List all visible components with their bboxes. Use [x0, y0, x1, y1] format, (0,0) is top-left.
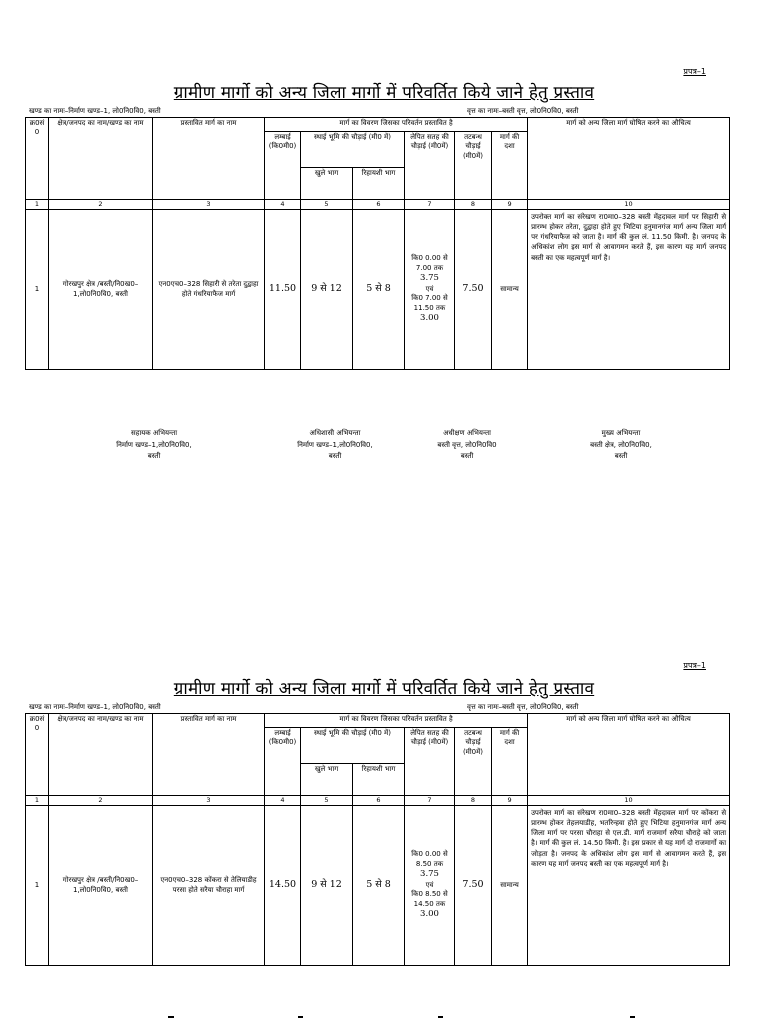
cell-condition: सामान्य [492, 806, 528, 966]
circle-name: वृत्त का नामः–बस्ती वृत्त, लो0नि0वि0, बस्ती [467, 703, 579, 711]
form-tag: प्रपत्र–1 [683, 661, 706, 670]
cell-length: 14.50 [265, 806, 301, 966]
header-condition: मार्ग की दशा [492, 728, 528, 796]
header-road: प्रस्तावित मार्ग का नाम [153, 714, 265, 796]
col-number: 4 [265, 200, 301, 210]
paved-segment-1: कि0 0.00 से 8.50 तक [411, 850, 448, 868]
header-open-part: खुले भाग [301, 168, 353, 200]
cell-open: 9 से 12 [301, 210, 353, 370]
table-row [26, 210, 730, 370]
paved-width-1: 3.75 [420, 869, 439, 880]
header-length: लम्बाई (कि0मी0) [265, 132, 301, 200]
division-name: खण्ड का नामः–निर्माण खण्ड–1, लो0नि0वि0, बस्ती [29, 107, 161, 115]
col-number: 6 [353, 200, 405, 210]
col-number: 9 [492, 200, 528, 210]
paved-segment-2: कि0 7.00 से 11.50 तक [411, 294, 448, 312]
cell-justification: उपरोक्त मार्ग का संरेखण रा0मा0–328 बस्ती मेंहदावल मार्ग पर कोंकरा से प्रारम्भ होकर तेहलयाडीह, भतरिन्हवा होते हुए भिटिया हनुमानगंज मार्ग अन्य जिला मार्ग पर परसा चौराहा से एल.डी. मार्ग राजमार्ग सरैया चौराहे को जाता है। मार्ग की कुल लं. 14.50 किमी. है। इस प्रकार से यह मार्ग दो राजमार्गो का जोड़ता है। जनपद के अधिकांश लोग इस मार्ग से आवागमन करते हैं, इस कारण यह मार्ग जनपद बस्ती का एक महत्वपूर्ण मार्ग है। [528, 806, 730, 966]
circle-name: वृत्त का नामः–बस्ती वृत्त, लो0नि0वि0, बस्ती [467, 107, 579, 115]
col-number: 8 [455, 200, 492, 210]
signature-assistant-engineer [79, 428, 229, 463]
header-embank-width: तटबन्ध चौड़ाई (मी0में) [455, 728, 492, 796]
col-number: 10 [528, 200, 730, 210]
col-number: 3 [153, 200, 265, 210]
signature-title: सहायक अभियन्ता [130, 429, 178, 437]
paved-width-2: 3.00 [420, 909, 439, 920]
signature-superintending-engineer [392, 428, 542, 463]
cell-open: 9 से 12 [301, 806, 353, 966]
col-number: 3 [153, 796, 265, 806]
cell-road: एन0एच0–328 कोंकरा से तेलियाडीह परसा होते सरैया चौराहा मार्ग [153, 806, 265, 966]
proposal-table [25, 117, 730, 370]
signature-place: बस्ती [328, 452, 342, 461]
col-number: 9 [492, 796, 528, 806]
column-number-row [26, 796, 730, 806]
signature-place: बस्ती [614, 452, 628, 461]
col-number: 4 [265, 796, 301, 806]
paved-width-2: 3.00 [420, 313, 439, 324]
paved-and: एवं [425, 284, 434, 293]
signature-place: बस्ती [147, 452, 161, 461]
cell-area: गोरखपुर क्षेत्र /बस्ती/नि0ख0–1,लो0नि0वि0, बस्ती [49, 210, 153, 370]
signature-office: निर्माण खण्ड–1,लो0नि0वि0, [116, 440, 192, 449]
signature-office: बस्ती क्षेत्र, लो0नि0वि0, [590, 440, 652, 449]
header-sno: क्र0सं 0 [26, 714, 49, 796]
col-number: 5 [301, 796, 353, 806]
header-road: प्रस्तावित मार्ग का नाम [153, 118, 265, 200]
cell-sno: 1 [26, 806, 49, 966]
table-row [26, 806, 730, 966]
header-settled-part: रिहायशी भाग [353, 168, 405, 200]
page-title: ग्रामीण मार्गो को अन्य जिला मार्गो में परिवर्तित किये जाने हेतु प्रस्ताव [173, 679, 595, 699]
column-number-row [26, 200, 730, 210]
signature-office: निर्माण खण्ड–1,लो0नि0वि0, [297, 440, 373, 449]
header-area: क्षेत्र/जनपद का नाम/खण्ड का नाम [49, 714, 153, 796]
signature-place: बस्ती [460, 452, 474, 461]
header-area: क्षेत्र/जनपद का नाम/खण्ड का नाम [49, 118, 153, 200]
header-settled-part: रिहायशी भाग [353, 764, 405, 796]
form-tag: प्रपत्र–1 [683, 67, 706, 76]
header-justification: मार्ग को अन्य जिला मार्ग घोषित करने का औचित्य [528, 118, 730, 200]
cell-paved-width [405, 806, 455, 966]
division-name: खण्ड का नामः–निर्माण खण्ड–1, लो0नि0वि0, बस्ती [29, 703, 161, 711]
paved-segment-2: कि0 8.50 से 14.50 तक [411, 890, 448, 908]
cell-condition: सामान्य [492, 210, 528, 370]
col-number: 2 [49, 796, 153, 806]
signature-title: अधिशासी अभियन्ता [309, 429, 361, 437]
header-condition: मार्ग की दशा [492, 132, 528, 200]
signature-executive-engineer [260, 428, 410, 463]
col-number: 1 [26, 796, 49, 806]
cell-length: 11.50 [265, 210, 301, 370]
page-title: ग्रामीण मार्गो को अन्य जिला मार्गो में परिवर्तित किये जाने हेतु प्रस्ताव [173, 83, 595, 103]
cell-justification: उपरोक्त मार्ग का संरेखण रा0मा0–328 बस्ती मेंहदावल मार्ग पर सिहारी से प्रारम्भ होकर तरेता, दुद्वाहा होते हुए भिटिया हनुमानगंज मार्ग अन्य जिला मार्ग पर गंधरियाफैज को जाता है। मार्ग की कुल लं. 11.50 किमी. है। जनपद के अधिकांश लोग इस मार्ग से आवागमन करते हैं, इस कारण यह मार्ग जनपद बस्ती का एक महत्वपूर्ण मार्ग है। [528, 210, 730, 370]
paved-and: एवं [425, 880, 434, 889]
cell-sno: 1 [26, 210, 49, 370]
col-number: 6 [353, 796, 405, 806]
header-land-width: स्थाई भूमि की चौड़ाई (मी0 में) [301, 728, 405, 764]
col-number: 10 [528, 796, 730, 806]
signature-chief-engineer [546, 428, 696, 463]
header-sno: क्र0सं 0 [26, 118, 49, 200]
col-number: 1 [26, 200, 49, 210]
header-embank-width: तटबन्ध चौड़ाई (मी0में) [455, 132, 492, 200]
proposal-table [25, 713, 730, 966]
header-details: मार्ग का विवरण जिसका परिवर्तन प्रस्तावित है [265, 714, 528, 728]
cropped-next-title [0, 1016, 768, 1028]
header-open-part: खुले भाग [301, 764, 353, 796]
col-number: 7 [405, 796, 455, 806]
header-land-width: स्थाई भूमि की चौड़ाई (मी0 में) [301, 132, 405, 168]
cell-embank: 7.50 [455, 210, 492, 370]
cell-settled: 5 से 8 [353, 806, 405, 966]
col-number: 7 [405, 200, 455, 210]
signature-office: बस्ती वृत्त, लो0नि0वि0 [437, 440, 497, 449]
header-details: मार्ग का विवरण जिसका परिवर्तन प्रस्तावित है [265, 118, 528, 132]
header-paved-width: लेपित सतह की चौड़ाई (मी0में) [405, 132, 455, 200]
cell-paved-width [405, 210, 455, 370]
col-number: 2 [49, 200, 153, 210]
paved-segment-1: कि0 0.00 से 7.00 तक [411, 254, 448, 272]
header-justification: मार्ग को अन्य जिला मार्ग घोषित करने का औचित्य [528, 714, 730, 796]
cell-settled: 5 से 8 [353, 210, 405, 370]
header-length: लम्बाई (कि0मी0) [265, 728, 301, 796]
paved-width-1: 3.75 [420, 273, 439, 284]
cell-area: गोरखपुर क्षेत्र /बस्ती/नि0ख0–1,लो0नि0वि0, बस्ती [49, 806, 153, 966]
signature-title: मुख्य अभियन्ता [601, 429, 641, 437]
cell-road: एन0एच0–328 सिहारी से तरेता दुद्वाहा होते गंधरियाफैज मार्ग [153, 210, 265, 370]
cell-embank: 7.50 [455, 806, 492, 966]
col-number: 5 [301, 200, 353, 210]
header-paved-width: लेपित सतह की चौड़ाई (मी0में) [405, 728, 455, 796]
signature-title: अधीक्षण अभियन्ता [443, 429, 491, 437]
col-number: 8 [455, 796, 492, 806]
